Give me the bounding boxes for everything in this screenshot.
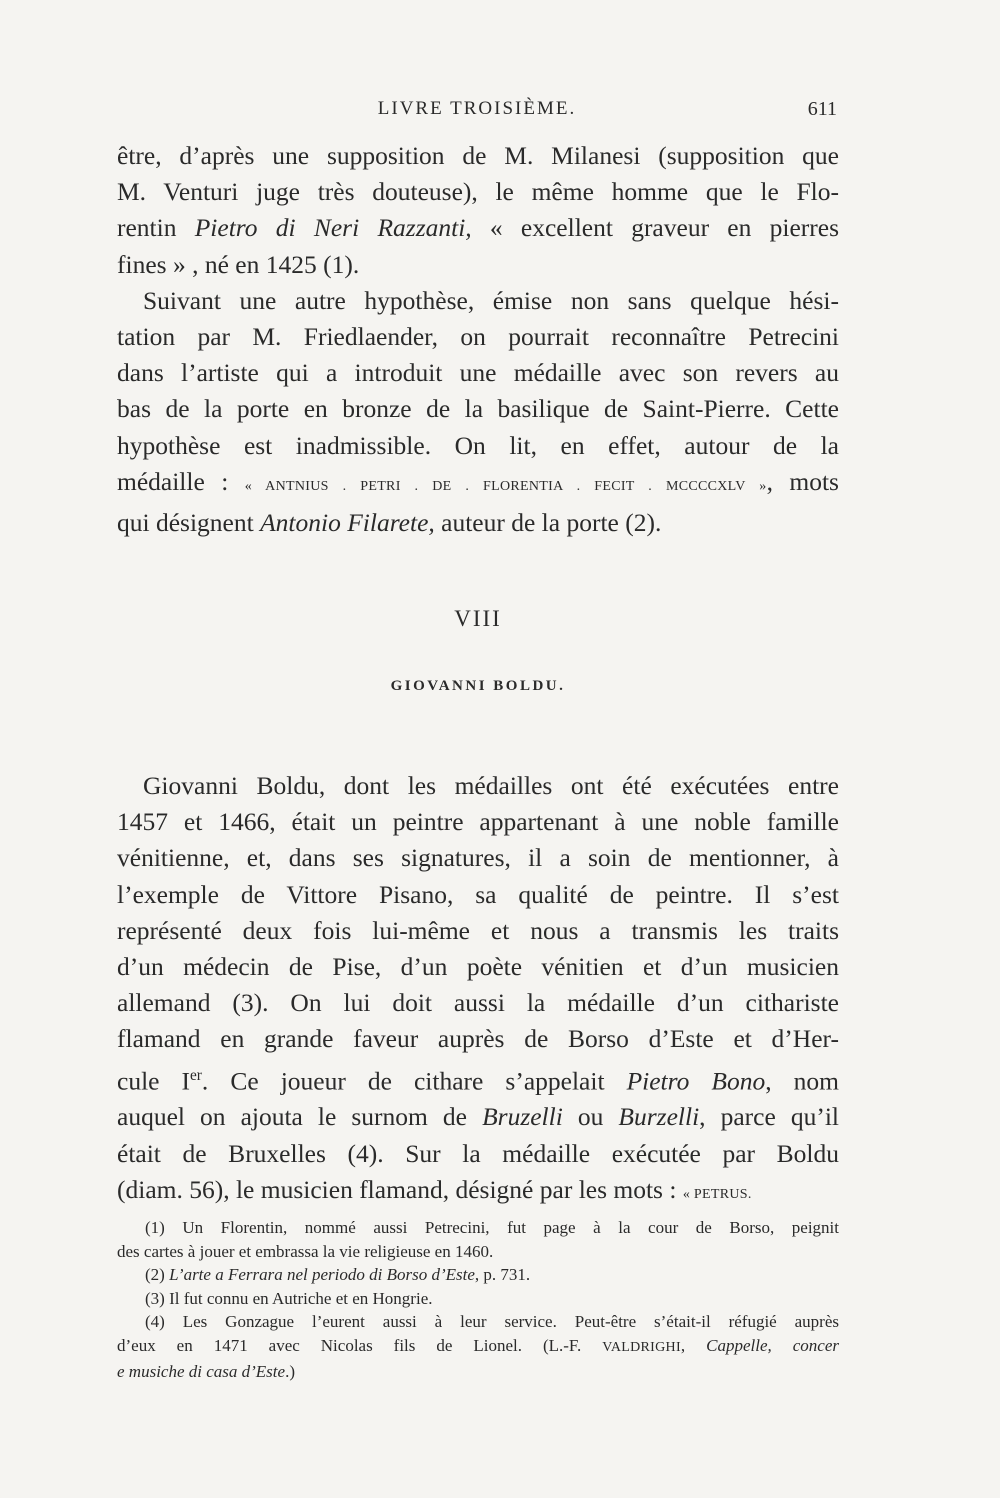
text-line xyxy=(117,319,839,355)
small-caps-text: VALDRIGHI xyxy=(602,1339,681,1355)
text-run: vénitienne, et, dans ses signatures, il a soin de mentionner, à xyxy=(117,843,839,873)
text-run: « excellent graveur en pierres xyxy=(471,213,840,243)
text-line xyxy=(117,768,839,804)
text-line xyxy=(117,464,839,505)
footnote-line xyxy=(117,1240,839,1264)
text-line xyxy=(117,913,839,949)
text-line xyxy=(117,985,839,1021)
footnote-line xyxy=(117,1310,839,1334)
text-run: dans l’artiste qui a introduit une médaille avec son revers au xyxy=(117,358,839,388)
text-run: (diam. 56), le musicien flamand, désigné par les mots : xyxy=(117,1174,683,1204)
text-run: (3) Il fut connu en Autriche et en Hongrie. xyxy=(145,1288,433,1308)
text-line xyxy=(117,283,839,319)
text-run: . Ce joueur de cithare s’appelait xyxy=(201,1066,627,1096)
text-run: d’eux en 1471 avec Nicolas fils de Lionel. (L.-F. xyxy=(117,1335,603,1355)
italic-text: Antonio Filarete, xyxy=(260,508,435,538)
text-run: (4) Les Gonzague l’eurent aussi à leur service. Peut-être s’était-il réfugié auprès xyxy=(145,1312,839,1332)
text-run: .) xyxy=(285,1361,295,1381)
text-line xyxy=(117,1172,839,1213)
running-header xyxy=(117,98,837,128)
text-line xyxy=(117,428,839,464)
text-run: flamand en grande faveur auprès de Borso d’Este et d’Her- xyxy=(117,1024,839,1054)
text-run: (1) Un Florentin, nommé aussi Petrecini, fut page à la cour de Borso, peignit xyxy=(145,1218,839,1237)
text-line xyxy=(117,355,839,391)
text-run: ou xyxy=(562,1102,619,1132)
main-text-bottom xyxy=(117,768,839,1213)
text-run: allemand (3). On lui doit aussi la médaille d’un cithariste xyxy=(117,988,839,1018)
text-run: rentin xyxy=(117,213,195,243)
text-run: M. Venturi juge très douteuse), le même homme que le Flo- xyxy=(117,177,839,207)
text-run: auquel on ajouta le surnom de xyxy=(117,1102,483,1132)
running-title: LIVRE TROISIÈME. xyxy=(377,98,577,119)
italic-text: Pietro Bono xyxy=(626,1066,766,1096)
text-run: hypothèse est inadmissible. On lit, en effet, autour de la xyxy=(117,430,839,460)
footnote-line xyxy=(117,1216,839,1240)
text-line xyxy=(117,840,839,876)
text-run: des cartes à jouer et embrassa la vie religieuse en 1460. xyxy=(117,1241,494,1261)
text-line xyxy=(117,1136,839,1172)
text-run: , nom xyxy=(765,1066,840,1096)
text-run: tation par M. Friedlaender, on pourrait reconnaître Petrecini xyxy=(117,322,839,352)
text-line xyxy=(117,247,839,283)
paragraph-3 xyxy=(117,768,839,1213)
superscript: er xyxy=(190,1066,202,1084)
text-run: l’exemple de Vittore Pisano, sa qualité de peintre. Il s’est xyxy=(117,879,839,909)
text-run: d’un médecin de Pise, d’un poète vénitien et d’un musicien xyxy=(117,952,839,982)
text-run: était de Bruxelles (4). Sur la médaille exécutée par Boldu xyxy=(117,1138,839,1168)
small-caps-text: « PETRUS. xyxy=(682,1186,752,1202)
italic-text: L’arte a Ferrara nel periodo di Borso d’Este xyxy=(169,1265,475,1285)
text-line xyxy=(117,1058,839,1100)
text-line xyxy=(117,949,839,985)
italic-text: e musiche di casa d’Este xyxy=(117,1361,286,1381)
text-line xyxy=(117,174,839,210)
text-run: cule I xyxy=(117,1066,191,1096)
footnotes xyxy=(117,1216,839,1383)
italic-text: Bruzelli xyxy=(482,1102,563,1132)
small-caps-text: « ANTNIUS . PETRI . DE . FLORENTIA . FECIT . MCCCCXLV » xyxy=(244,478,767,494)
paragraph-2 xyxy=(117,283,839,541)
text-run: représenté deux fois lui-même et nous a transmis les traits xyxy=(117,915,839,945)
text-run: 1457 et 1466, était un peintre appartenant à une noble famille xyxy=(117,807,839,837)
text-run: Giovanni Boldu, dont les médailles ont été exécutées entre xyxy=(143,771,839,800)
text-line xyxy=(117,1021,839,1057)
text-line xyxy=(117,1099,839,1135)
footnote-line xyxy=(117,1360,839,1384)
text-run: être, d’après une supposition de M. Milanesi (supposition que xyxy=(117,141,839,170)
section-title: GIOVANNI BOLDU. xyxy=(390,678,566,694)
text-line xyxy=(117,391,839,427)
text-run: bas de la porte en bronze de la basilique de Saint-Pierre. Cette xyxy=(117,394,839,424)
text-run: qui désignent xyxy=(117,508,261,538)
text-run: , xyxy=(680,1335,707,1355)
main-text-top xyxy=(117,138,839,541)
text-line xyxy=(117,877,839,913)
text-run: , p. 731. xyxy=(474,1265,531,1285)
footnote-line xyxy=(117,1263,839,1287)
text-run: , mots xyxy=(766,466,839,496)
text-line xyxy=(117,210,839,246)
italic-text: Burzelli xyxy=(618,1102,700,1132)
page-number: 611 xyxy=(807,98,837,120)
text-line xyxy=(117,505,839,541)
section-number: VIII xyxy=(454,606,502,631)
text-run: , parce qu’il xyxy=(699,1102,840,1132)
italic-text: Pietro di Neri Razzanti, xyxy=(194,213,472,243)
text-run: fines » , né en 1425 (1). xyxy=(117,249,360,279)
text-run: médaille : xyxy=(117,466,245,496)
text-line xyxy=(117,804,839,840)
italic-text: Cappelle, concer xyxy=(706,1335,840,1355)
text-run: (2) xyxy=(145,1265,170,1285)
footnote-line xyxy=(117,1334,839,1360)
text-line xyxy=(117,138,839,174)
paragraph-1 xyxy=(117,138,839,283)
text-run: auteur de la porte (2). xyxy=(434,508,662,538)
text-run: Suivant une autre hypothèse, émise non sans quelque hési- xyxy=(143,285,839,315)
footnote-line xyxy=(117,1287,839,1311)
